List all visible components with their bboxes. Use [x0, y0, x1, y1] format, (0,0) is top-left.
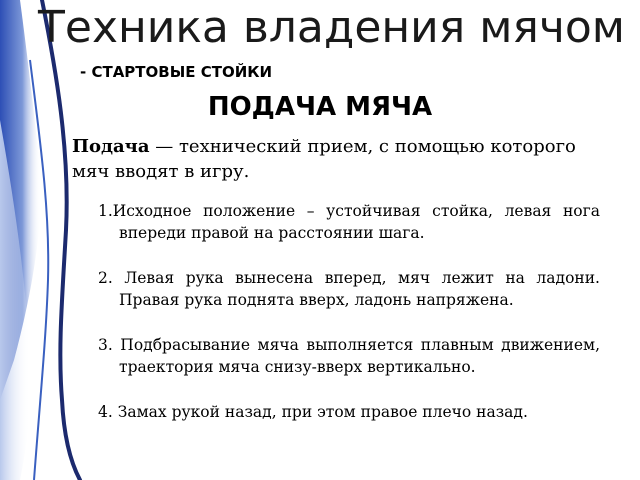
steps-list	[98, 200, 600, 423]
definition-paragraph	[72, 134, 612, 184]
section-title: ПОДАЧА МЯЧА	[207, 92, 433, 122]
definition-term: Подача	[72, 136, 150, 157]
step-item: 1.Исходное положение – устойчивая стойка, левая нога впереди правой на расстоянии шага.	[98, 202, 600, 242]
definition-text: — технический прием, с помощью которого мяч вводят в игру.	[72, 136, 576, 182]
step-item: 3. Подбрасывание мяча выполняется плавным движением, траектория мяча снизу-вверх вертикально.	[98, 336, 600, 376]
step-item: 2. Левая рука вынесена вперед, мяч лежит на ладони. Правая рука поднята вверх, ладонь напряжена.	[98, 269, 600, 309]
slide-title: Техника владения мячом	[38, 2, 625, 53]
subheading: - СТАРТОВЫЕ СТОЙКИ	[80, 63, 273, 81]
step-item: 4. Замах рукой назад, при этом правое плечо назад.	[98, 403, 528, 421]
